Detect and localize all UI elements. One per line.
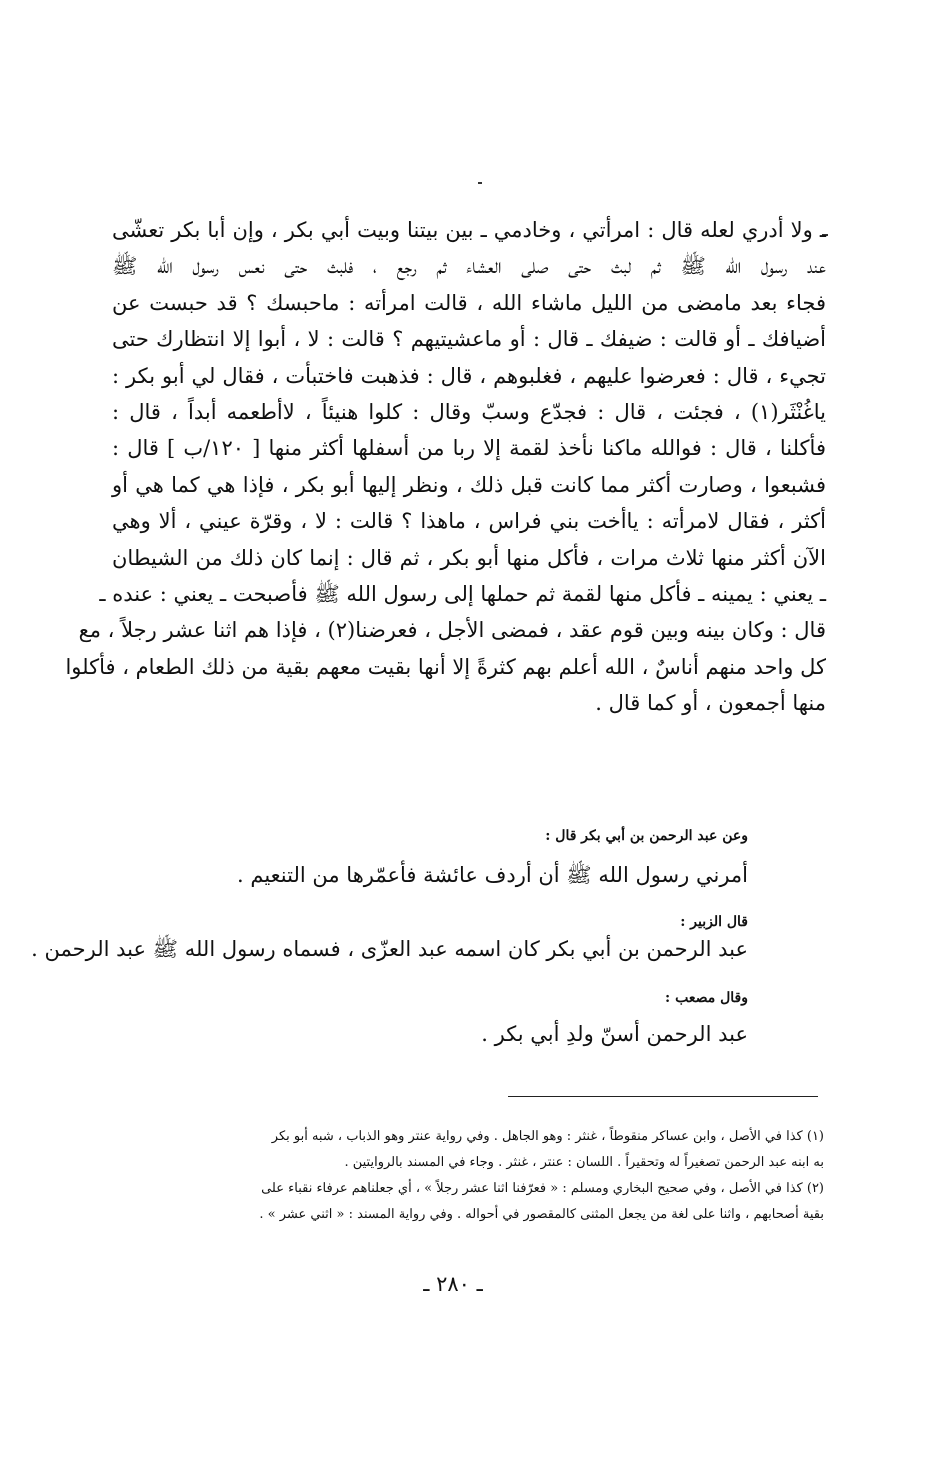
text-line: قال : وكان بينه وبين قوم عقد ، فمضى الأجل ، فعرضنا(٢) ، فإذا هم اثنا عشر رجلاً ، مع	[78, 618, 826, 643]
text-line: ياغُنْثَر(١) ، فجئت ، قال : فجدّع وسبّ وقال : كلوا هنيئاً ، لاأطعمه أبداً ، قال :	[112, 399, 826, 424]
text-line: أضيافك ـ أو قالت : ضيفك ـ قال : أو ماعشيتيهم ؟ قالت : لا ، أبوا إلا انتظارك حتى	[112, 327, 826, 352]
text-line: تجيء ، قال : فعرضوا عليهم ، فغلبوهم ، قال : فذهبت فاختبأت ، فقال لي أبو بكر :	[112, 363, 826, 388]
text-line: الآن أكثر منها ثلاث مرات ، فأكل منها أبو بكر ، ثم قال : إنما كان ذلك من الشيطان	[112, 545, 826, 570]
text-line: ـ ولا أدري لعله قال : امرأتي ، وخادمي ـ بين بيتنا وبيت أبي بكر ، وإن أبا بكر تعشّى	[112, 218, 826, 242]
narration-heading: وعن عبد الرحمن بن أبي بكر قال :	[545, 828, 748, 844]
footnote-divider	[508, 1096, 818, 1097]
narration-text: عبد الرحمن بن أبي بكر كان اسمه عبد العزّى ، فسماه رسول الله ﷺ عبد الرحمن .	[31, 937, 748, 961]
header-mark	[478, 182, 482, 184]
footnote-line: به ابنه عبد الرحمن تصغيراً له وتحقيراً . اللسان : عنتر ، غنثر . وجاء في المسند بالروايتين .	[344, 1155, 824, 1170]
page-number: ـ ٢٨٠ ـ	[423, 1272, 483, 1296]
narration-text: عبد الرحمن أسنّ ولدِ أبي بكر .	[481, 1022, 748, 1046]
text-line: عند رسول الله ﷺ ثم لبث حتى صلى العشاء ثم رجع ، فلبث حتى نعس رسول الله ﷺ	[112, 254, 826, 279]
text-line: فجاء بعد مامضى من الليل ماشاء الله ، قالت امرأته : ماحبسك ؟ قد حبست عن	[112, 290, 826, 315]
narration-heading: وقال مصعب :	[665, 990, 748, 1006]
text-line: منها أجمعون ، أو كما قال .	[595, 691, 826, 716]
text-line: أكثر ، فقال لامرأته : ياأخت بني فراس ، ماهذا ؟ قالت : لا ، وقرّة عيني ، ألا وهي	[112, 509, 826, 534]
main-paragraph	[65, 212, 826, 721]
narration-text: أمرني رسول الله ﷺ أن أردف عائشة فأعمّرها من التنعيم .	[237, 863, 748, 887]
footnote-line: (٢) كذا في الأصل ، وفي صحيح البخاري ومسلم : « فعرّفنا اثنا عشر رجلاً » ، أي جعلناهم عرفاء نقباء على	[261, 1181, 824, 1196]
narration-heading: قال الزبير :	[680, 914, 748, 930]
text-line: كل واحد منهم أناسٌ ، الله أعلم بهم كثرةً إلا أنها بقيت معهم بقية من ذلك الطعام ، فأكلوا	[65, 654, 826, 679]
text-line: فشبعوا ، وصارت أكثر مما كانت قبل ذلك ، ونظر إليها أبو بكر ، فإذا هي كما هي أو	[112, 472, 826, 497]
footnote-line: (١) كذا في الأصل ، وابن عساكر منقوطاً ، غنثر : وهو الجاهل . وفي رواية عنتر وهو الذباب ، شبه أبو بكر	[271, 1129, 824, 1144]
text-line: ـ يعني : يمينه ـ فأكل منها لقمة ثم حملها إلى رسول الله ﷺ فأصبحت ـ يعني : عنده ـ	[99, 581, 826, 606]
footnote-line: بقية أصحابهم ، واثنا على لغة من يجعل المثنى كالمقصور في أحواله . وفي رواية المسند : « اثني عشر » .	[259, 1207, 824, 1222]
footnotes	[112, 1124, 824, 1228]
text-line: فأكلنا ، قال : فوالله ماكنا نأخذ لقمة إلا ربا من أسفلها أكثر منها [ ١٢٠/ب ] قال :	[112, 436, 826, 461]
